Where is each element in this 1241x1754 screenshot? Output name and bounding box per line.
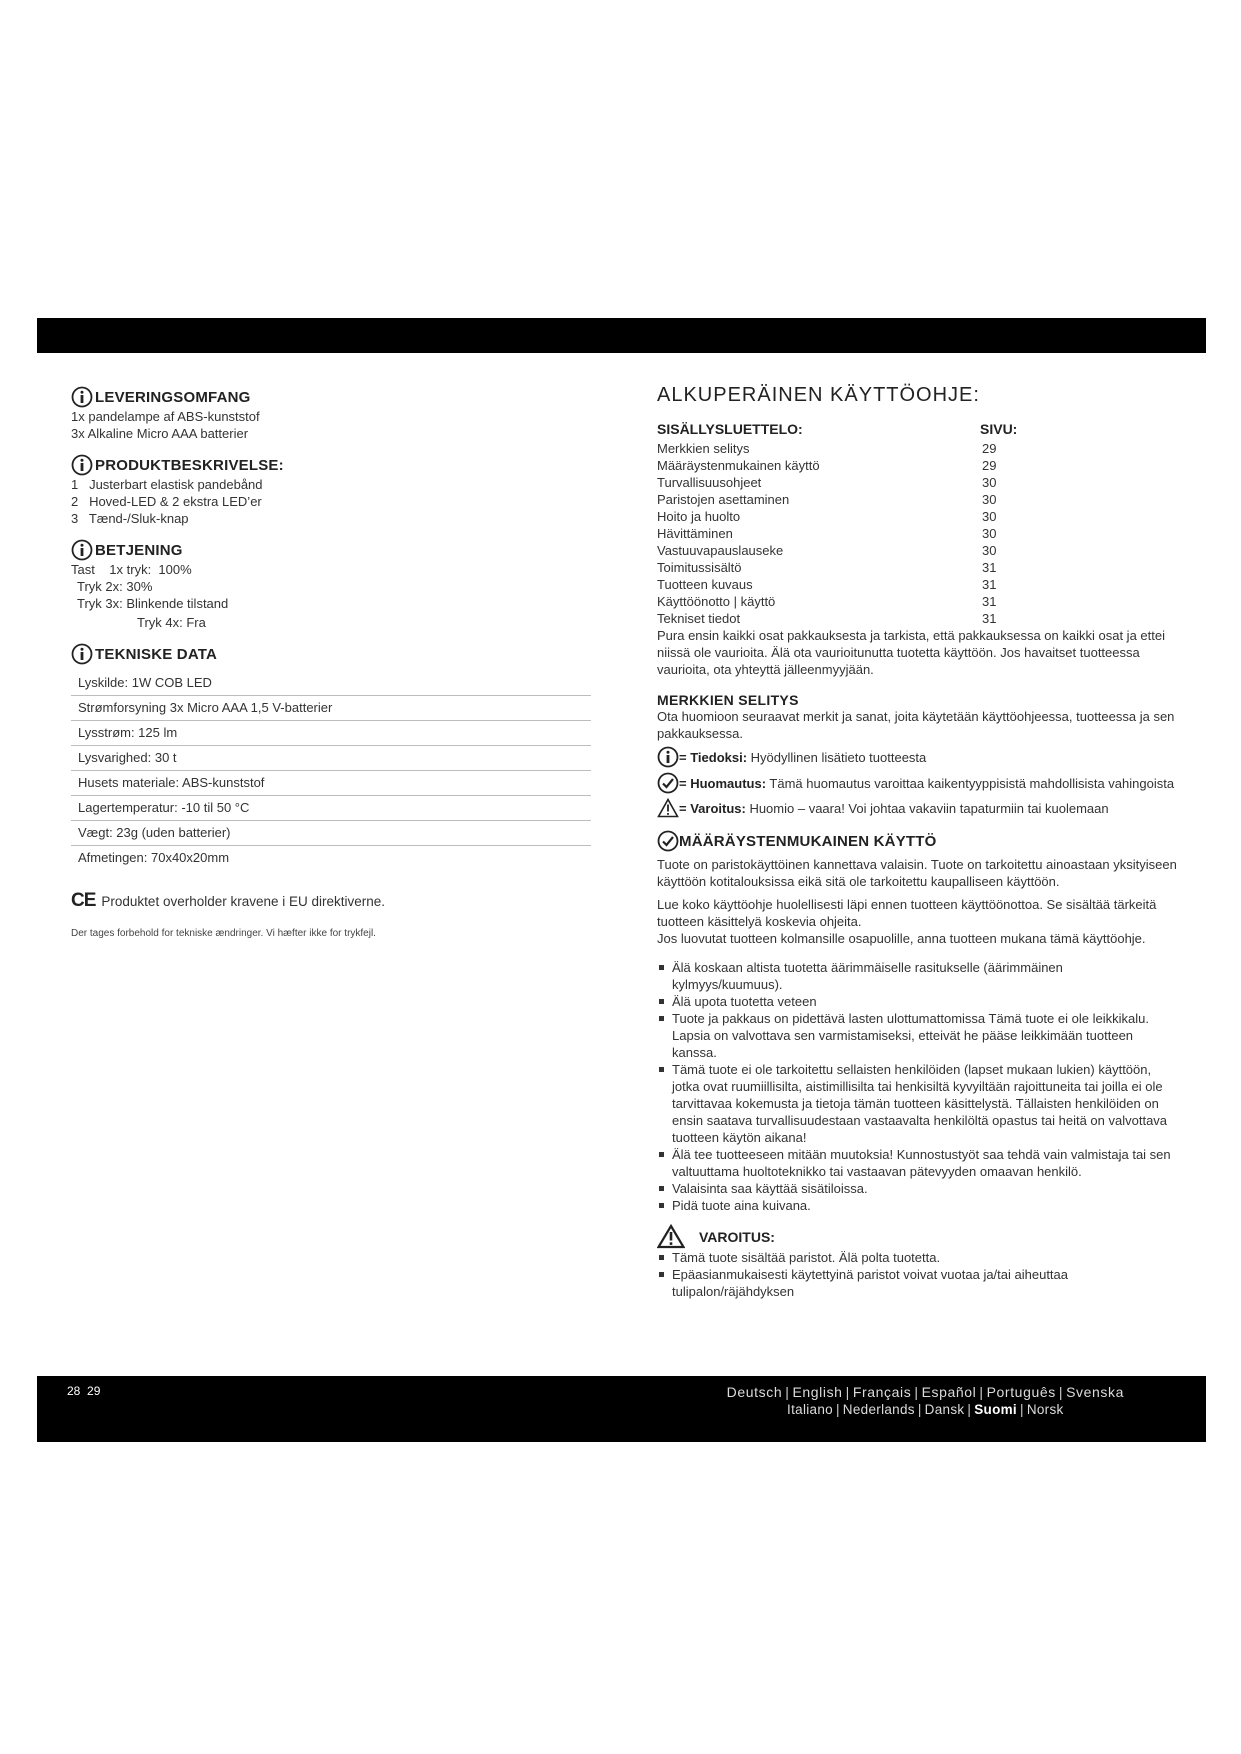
toc-item <box>657 593 1177 610</box>
info-icon <box>71 539 93 561</box>
page-title: ALKUPERÄINEN KÄYTTÖOHJE: <box>657 384 980 406</box>
language-nav <box>727 1384 1124 1417</box>
fine-print: Der tages forbehold for tekniske ændringer. Vi hæfter ikke for trykfejl. <box>71 928 376 939</box>
maarays-p2: Lue koko käyttöohje huolellisesti läpi ennen tuotteen käyttöönottoa. Se sisältää tärkeitä tuotteen käsittelyä koskevia ohjeita. <box>657 897 1157 929</box>
toc-list <box>657 440 1177 627</box>
tekniske-heading: TEKNISKE DATA <box>71 643 591 665</box>
ce-mark-icon: CE <box>71 890 96 911</box>
toc-item <box>657 542 1177 559</box>
language-separator: | <box>785 1384 790 1400</box>
scope-line: 1x pandelampe af ABS-kunststof <box>71 409 260 424</box>
varoitus-heading: VAROITUS: <box>657 1224 1177 1249</box>
language-link-english[interactable]: English <box>792 1384 843 1400</box>
toc-item-label: Merkkien selitys <box>657 441 750 456</box>
toc-page-heading: SIVU: <box>980 421 1018 437</box>
language-separator: | <box>979 1384 984 1400</box>
toc-item-page: 31 <box>982 577 997 592</box>
language-link-français[interactable]: Français <box>852 1384 912 1400</box>
info-icon <box>71 386 93 408</box>
table-row: Strømforsyning 3x Micro AAA 1,5 V-batterier <box>71 696 591 721</box>
leveringsomfang-heading: LEVERINGSOMFANG <box>71 386 591 408</box>
betjening-heading: BETJENING <box>71 539 591 561</box>
ce-statement <box>71 890 591 912</box>
merkkien-heading: MERKKIEN SELITYS <box>657 692 799 708</box>
toc-item <box>657 508 1177 525</box>
toc-item-label: Vastuuvapauslauseke <box>657 543 784 558</box>
scope-line: 3x Alkaline Micro AAA batterier <box>71 426 249 441</box>
list-item: Tämä tuote ei ole tarkoitettu sellaisten henkilöiden (lapset mukaan lukien) käyttöön, jotka ovat ruumiillisilta, aistimillisilta tai henkisiltä kyvyiltään rajoittuneita tai joilla ei ole tarvittavaa kokemusta ja tietoja tämän tuotteen käsittelystä. Tällaisten henkilöiden on ensin saatava turvallisuudestaan vastaavalta henkilöltä opastus tai heitä on valvottava tuotteen käytön aikana! <box>657 1061 1177 1146</box>
list-item: Valaisinta saa käyttää sisätiloissa. <box>657 1180 1177 1197</box>
toc-item-label: Käyttöönotto | käyttö <box>657 594 776 609</box>
toc-item <box>657 440 1177 457</box>
language-separator: | <box>967 1402 972 1417</box>
toc-item-page: 29 <box>982 458 997 473</box>
list-item: Älä upota tuotetta veteen <box>657 993 1177 1010</box>
language-link-italiano[interactable]: Italiano <box>787 1402 833 1417</box>
toc-item-label: Määräystenmukainen käyttö <box>657 458 820 473</box>
check-circle-icon <box>657 830 679 852</box>
toc-item <box>657 491 1177 508</box>
merkkien-text: Ota huomioon seuraavat merkit ja sanat, joita käytetään käyttöohjeessa, tuotteessa ja sen pakkauksessa. <box>657 709 1175 741</box>
safety-list <box>657 959 1177 1214</box>
language-separator: | <box>845 1384 850 1400</box>
toc-heading: SISÄLLYSLUETTELO: <box>657 421 803 437</box>
language-link-português[interactable]: Português <box>986 1384 1056 1400</box>
list-item: Tämä tuote sisältää paristot. Älä polta tuotetta. <box>657 1249 1177 1266</box>
symbol-note: = Huomautus: Tämä huomautus varoittaa kaikentyyppisistä mahdollisista vahingoista <box>657 772 1177 794</box>
check-circle-icon <box>657 772 679 794</box>
list-item: Älä koskaan altista tuotetta äärimmäiselle rasitukselle (äärimmäinen kylmyys/kuumuus). <box>657 959 1177 993</box>
product-part: 1 Justerbart elastisk pandebånd <box>71 477 263 492</box>
page-numbers: 28 29 <box>67 1384 101 1398</box>
language-separator: | <box>917 1402 922 1417</box>
toc-item-label: Toimitussisältö <box>657 560 742 575</box>
language-link-español[interactable]: Español <box>921 1384 977 1400</box>
toc-item-label: Turvallisuusohjeet <box>657 475 762 490</box>
language-row-2 <box>727 1402 1124 1417</box>
symbol-warning: = Varoitus: Huomio – vaara! Voi johtaa vakaviin tapaturmiin tai kuolemaan <box>657 798 1177 818</box>
toc-item <box>657 610 1177 627</box>
info-icon <box>71 454 93 476</box>
toc-item-page: 31 <box>982 611 997 626</box>
left-column <box>71 386 591 939</box>
language-link-dansk[interactable]: Dansk <box>924 1402 965 1417</box>
toc-item <box>657 525 1177 542</box>
table-row: Afmetingen: 70x40x20mm <box>78 850 230 865</box>
top-black-bar <box>37 318 1206 353</box>
list-item: Pidä tuote aina kuivana. <box>657 1197 1177 1214</box>
intro-paragraph: Pura ensin kaikki osat pakkauksesta ja tarkista, että pakkauksessa on kaikki osat ja ettei niissä ole vaurioita. Älä ota vaurioitunutta tuotetta käyttöön. Jos havaitset tuotteessa vaurioita, ota yhteyttä jälleenmyyjään. <box>657 628 1165 677</box>
toc-item-label: Hävittäminen <box>657 526 733 541</box>
maarays-p3: Jos luovutat tuotteen kolmansille osapuolille, anna tuotteen mukana tämä käyttöohje. <box>657 931 1146 946</box>
produktbeskrivelse-heading: PRODUKTBESKRIVELSE: <box>71 454 591 476</box>
table-row: Lagertemperatur: -10 til 50 °C <box>71 796 591 821</box>
tech-data-table <box>71 671 591 870</box>
language-separator: | <box>835 1402 840 1417</box>
operation-line: Tryk 4x: Fra <box>137 615 206 630</box>
footer-bar <box>37 1376 1206 1442</box>
toc-item-page: 30 <box>982 509 997 524</box>
toc-item-page: 31 <box>982 594 997 609</box>
toc-item-page: 30 <box>982 492 997 507</box>
toc-item-label: Hoito ja huolto <box>657 509 741 524</box>
toc-item-label: Tuotteen kuvaus <box>657 577 753 592</box>
language-link-suomi[interactable]: Suomi <box>974 1402 1017 1417</box>
toc-item-page: 29 <box>982 441 997 456</box>
list-item: Tuote ja pakkaus on pidettävä lasten ulottumattomissa Tämä tuote ei ole leikkikalu. Lapsia on valvottava sen varmistamiseksi, etteivät he pääse leikkimään tuotteen kanssa. <box>657 1010 1177 1061</box>
info-icon <box>71 643 93 665</box>
language-separator: | <box>914 1384 919 1400</box>
product-part: 2 Hoved-LED & 2 ekstra LED’er <box>71 494 262 509</box>
operation-line: Tryk 3x: Blinkende tilstand <box>77 596 229 611</box>
warning-list <box>657 1249 1177 1300</box>
list-item: Älä tee tuotteeseen mitään muutoksia! Kunnostustyöt saa tehdä vain valmistaja tai sen valtuuttama huoltoteknikko tai vastaavan pätevyyden omaavan henkilö. <box>657 1146 1177 1180</box>
maarays-p1: Tuote on paristokäyttöinen kannettava valaisin. Tuote on tarkoitettu ainoastaan yksityiseen käyttöön kotitalouksissa eikä sitä ole tarkoitettu kaupalliseen käyttöön. <box>657 857 1177 889</box>
maarays-heading: MÄÄRÄYSTENMUKAINEN KÄYTTÖ <box>657 830 1177 852</box>
product-part: 3 Tænd-/Sluk-knap <box>71 511 189 526</box>
table-row: Lysstrøm: 125 lm <box>71 721 591 746</box>
language-row-1 <box>727 1384 1124 1400</box>
list-item: Epäasianmukaisesti käytettyinä paristot voivat vuotaa ja/tai aiheuttaa tulipalon/räjähdyksen <box>657 1266 1177 1300</box>
toc-item <box>657 474 1177 491</box>
toc-item-page: 30 <box>982 475 997 490</box>
table-row: Lyskilde: 1W COB LED <box>71 671 591 696</box>
toc-header <box>657 421 1177 437</box>
operation-line: Tryk 2x: 30% <box>77 579 153 594</box>
toc-item <box>657 559 1177 576</box>
warning-triangle-icon <box>657 798 679 818</box>
language-link-svenska[interactable]: Svenska <box>1066 1384 1124 1400</box>
toc-item-label: Tekniset tiedot <box>657 611 741 626</box>
table-row: Husets materiale: ABS-kunststof <box>71 771 591 796</box>
warning-triangle-icon <box>657 1224 685 1249</box>
language-link-deutsch[interactable]: Deutsch <box>726 1384 783 1400</box>
toc-item-label: Paristojen asettaminen <box>657 492 790 507</box>
toc-item-page: 31 <box>982 560 997 575</box>
toc-item <box>657 576 1177 593</box>
language-separator: | <box>1020 1402 1024 1417</box>
language-link-nederlands[interactable]: Nederlands <box>842 1402 915 1417</box>
toc-item-page: 30 <box>982 543 997 558</box>
info-icon <box>657 746 679 768</box>
table-row: Lysvarighed: 30 t <box>71 746 591 771</box>
right-column <box>657 384 1177 1300</box>
operation-line: Tast 1x tryk: 100% <box>71 562 192 577</box>
toc-item-page: 30 <box>982 526 997 541</box>
language-link-norsk[interactable]: Norsk <box>1026 1402 1064 1417</box>
ce-text: Produktet overholder kravene i EU direktiverne. <box>101 893 386 909</box>
table-of-contents <box>657 421 1177 627</box>
language-separator: | <box>1058 1384 1064 1400</box>
symbol-info: = Tiedoksi: Hyödyllinen lisätieto tuotteesta <box>657 746 1177 768</box>
toc-item <box>657 457 1177 474</box>
table-row: Vægt: 23g (uden batterier) <box>71 821 591 846</box>
